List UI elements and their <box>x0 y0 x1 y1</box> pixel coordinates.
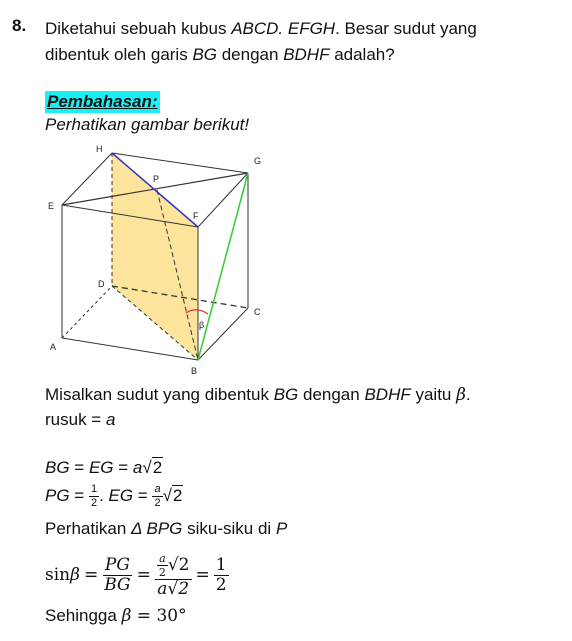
label-e: E <box>48 201 55 211</box>
line-pg: PG = $\frac{1}{2}$ . EG = $\frac{a}{2}$ √2 <box>45 483 183 509</box>
question-number: 8. <box>12 16 27 35</box>
frac-a-half: $\frac{a}{2}$ <box>154 483 161 509</box>
edge-ad <box>62 286 112 338</box>
question-text: Diketahui sebuah kubus ABCD. EFGH. Besar sudut yang dibentuk oleh garis BG dengan BDHF adalah? <box>45 19 477 64</box>
label-b: B <box>191 366 198 375</box>
line-misalkan: Misalkan sudut yang dibentuk BG dengan BDHF yaitu β. <box>45 385 471 405</box>
solution-intro: Perhatikan gambar berikut! <box>45 115 250 134</box>
solution-heading: Pembahasan: <box>47 92 158 111</box>
line-sin: sin β = $\frac{PG}{BG}$ = $\frac{a}{2}$ √2 a√2 = $\frac{1}{2}$ <box>45 551 227 599</box>
frac-big: $\frac{a}{2}$ √2 a√2 <box>155 553 192 598</box>
line-rusuk: rusuk = a <box>45 410 116 429</box>
label-f: F <box>193 211 199 221</box>
label-g: G <box>254 156 262 166</box>
label-a: A <box>50 342 57 352</box>
label-beta: β <box>199 320 205 330</box>
label-h: H <box>96 144 103 154</box>
frac-half: $\frac{1}{2}$ <box>90 483 98 509</box>
line-perhatikan: Perhatikan Δ BPG siku-siku di P <box>45 519 288 538</box>
line-bg-eg: BG = EG = a√2 <box>45 458 163 477</box>
frac-a-2: $\frac{a}{2}$ <box>158 551 166 579</box>
label-c: C <box>254 307 261 317</box>
label-d: D <box>98 279 105 289</box>
line-sehingga: Sehingga β = 30° <box>45 606 187 626</box>
frac-pg-bg: $\frac{PG}{BG}$ <box>104 554 131 595</box>
frac-one-half: $\frac{1}{2}$ <box>215 554 227 595</box>
label-p: P <box>153 174 160 184</box>
line-bg <box>198 173 248 360</box>
cube-figure <box>40 140 270 375</box>
